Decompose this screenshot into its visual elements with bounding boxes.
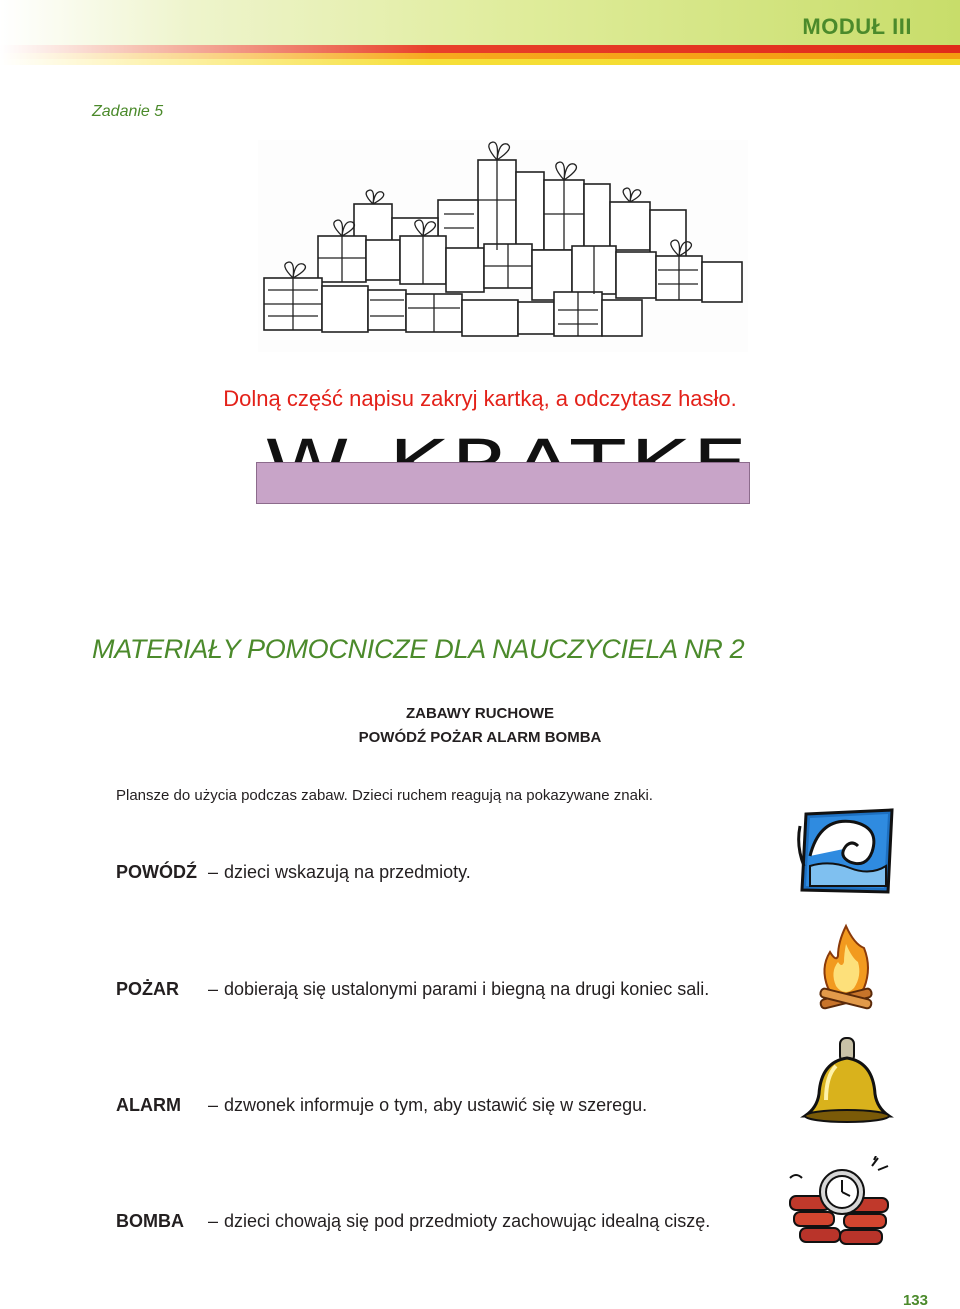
puzzle-instruction: Dolną część napisu zakryj kartką, a odczytasz hasło.: [223, 386, 737, 411]
campfire-icon: [814, 922, 878, 1014]
row-dash: –: [208, 862, 219, 882]
desc-fire: dobierają się ustalonymi parami i biegną na drugi koniec sali.: [224, 979, 710, 999]
desc-bomb: dzieci chowają się pod przedmioty zachowując idealną ciszę.: [224, 1211, 711, 1231]
games-list: POWÓDŹ POŻAR ALARM BOMBA: [358, 729, 602, 746]
term-alarm: ALARM: [116, 1095, 181, 1115]
section-title: MATERIAŁY POMOCNICZE DLA NAUCZYCIELA NR 2: [92, 634, 745, 664]
hidden-password-box: [256, 432, 750, 504]
module-label: MODUŁ III: [802, 14, 912, 39]
term-flood: POWÓDŹ: [116, 862, 197, 882]
dynamite-clock-icon: [786, 1156, 894, 1250]
task-label: Zadanie 5: [92, 103, 164, 120]
term-fire: POŻAR: [116, 979, 179, 999]
row-dash: –: [208, 1211, 219, 1231]
term-bomb: BOMBA: [116, 1211, 184, 1231]
password-cover-bar: [256, 462, 750, 504]
row-dash: –: [208, 979, 219, 999]
desc-alarm: dzwonek informuje o tym, aby ustawić się w szeregu.: [224, 1095, 648, 1115]
desc-flood: dzieci wskazują na przedmioty.: [224, 862, 471, 882]
header-stripe-yellow: [0, 59, 960, 65]
page-number: 133: [902, 1292, 928, 1309]
gifts-illustration: [258, 140, 748, 352]
intro-text: Plansze do użycia podczas zabaw. Dzieci ruchem reagują na pokazywane znaki.: [116, 787, 653, 804]
row-dash: –: [208, 1095, 219, 1115]
games-subtitle: ZABAWY RUCHOWE: [405, 705, 555, 722]
flood-wave-icon: [796, 806, 896, 896]
header-stripe-red: [0, 45, 960, 53]
bell-icon: [800, 1036, 896, 1126]
